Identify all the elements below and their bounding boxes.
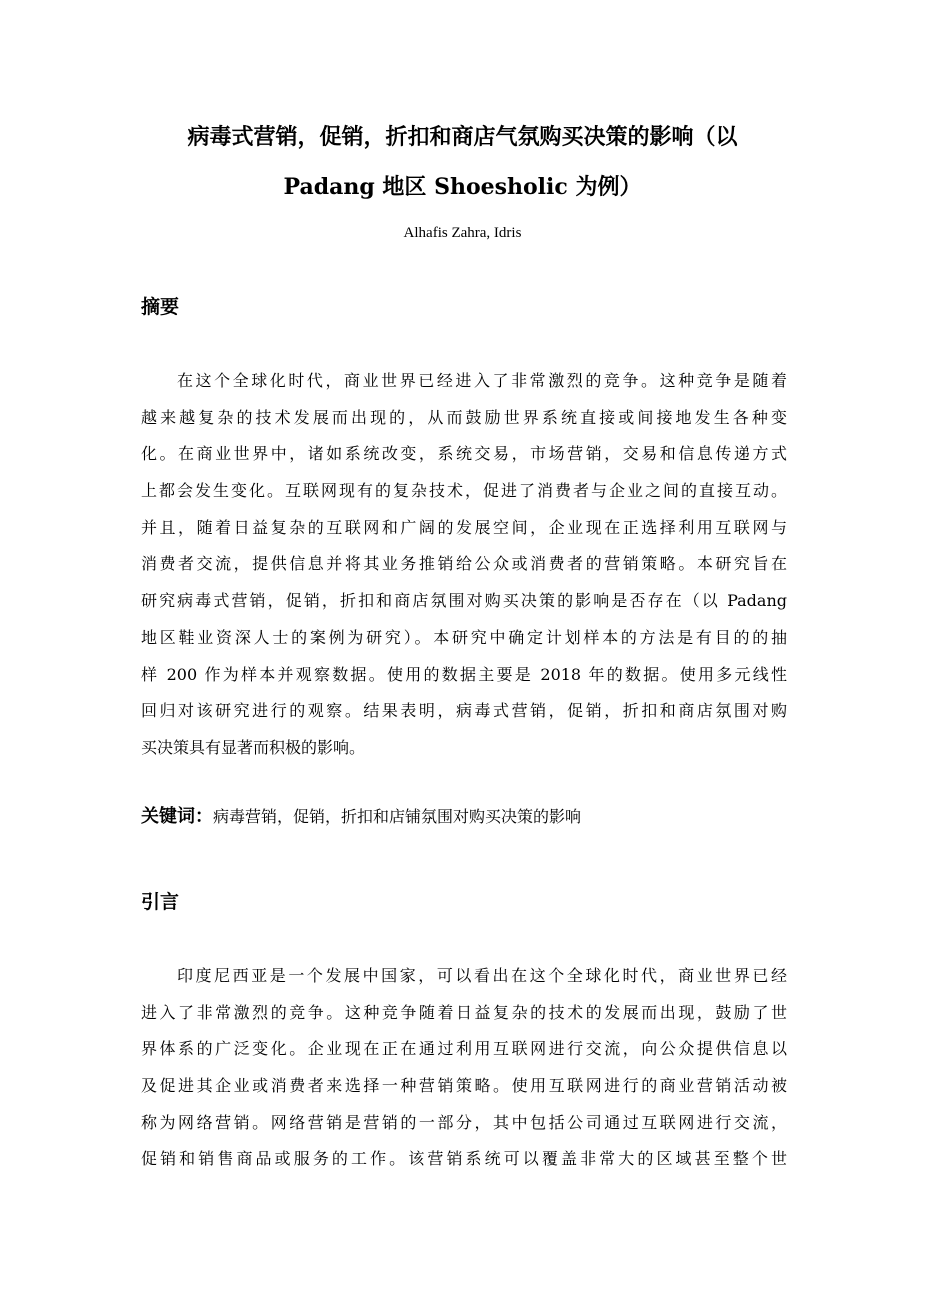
title-line-1: 病毒式营销，促销，折扣和商店气氛购买决策的影响（以 xyxy=(187,124,738,150)
keywords-label: 关键词： xyxy=(141,806,213,827)
keywords-text: 病毒营销，促销，折扣和店铺氛围对购买决策的影响 xyxy=(213,807,582,826)
introduction-line: 界体系的广泛变化。企业现在正在通过利用互联网进行交流，向公众提供信息以 xyxy=(141,1039,787,1059)
abstract-line: 越来越复杂的技术发展而出现的，从而鼓励世界系统直接或间接地发生各种变 xyxy=(141,407,787,427)
abstract-paragraph xyxy=(141,363,787,767)
abstract-line: 消费者交流，提供信息并将其业务推销给公众或消费者的营销策略。本研究旨在 xyxy=(141,554,787,574)
abstract-line: 在这个全球化时代，商业世界已经进入了非常激烈的竞争。这种竞争是随着 xyxy=(177,371,787,390)
keywords xyxy=(141,804,581,831)
abstract-line: 回归对该研究进行的观察。结果表明，病毒式营销，促销，折扣和商店氛围对购 xyxy=(141,701,787,721)
abstract-line: 样 200 作为样本并观察数据。使用的数据主要是 2018 年的数据。使用多元线性 xyxy=(141,664,787,684)
abstract-line: 化。在商业世界中，诸如系统改变，系统交易，市场营销，交易和信息传递方式 xyxy=(141,444,787,464)
paper-title xyxy=(100,112,825,212)
introduction-line: 进入了非常激烈的竞争。这种竞争随着日益复杂的技术的发展而出现，鼓励了世 xyxy=(141,1002,787,1022)
title-line-2: Padang 地区 Shoesholic 为例） xyxy=(283,174,642,200)
introduction-line: 促销和销售商品或服务的工作。该营销系统可以覆盖非常大的区域甚至整个世 xyxy=(141,1149,787,1169)
abstract-line: 买决策具有显著而积极的影响。 xyxy=(141,737,366,757)
abstract-line: 研究病毒式营销，促销，折扣和商店氛围对购买决策的影响是否存在（以 Padang xyxy=(141,591,787,611)
author-list: Alhafis Zahra, Idris xyxy=(403,225,522,241)
introduction-line: 印度尼西亚是一个发展中国家，可以看出在这个全球化时代，商业世界已经 xyxy=(177,966,787,985)
introduction-paragraph xyxy=(141,958,787,1178)
introduction-line: 及促进其企业或消费者来选择一种营销策略。使用互联网进行的商业营销活动被 xyxy=(141,1076,787,1096)
abstract-line: 上都会发生变化。互联网现有的复杂技术，促进了消费者与企业之间的直接互动。 xyxy=(141,481,787,501)
introduction-line: 称为网络营销。网络营销是营销的一部分，其中包括公司通过互联网进行交流， xyxy=(141,1112,787,1132)
abstract-line: 地区鞋业资深人士的案例为研究）。本研究中确定计划样本的方法是有目的的抽 xyxy=(141,627,787,647)
introduction-heading: 引言 xyxy=(141,891,180,913)
abstract-line: 并且，随着日益复杂的互联网和广阔的发展空间，企业现在正选择利用互联网与 xyxy=(141,517,787,537)
abstract-heading: 摘要 xyxy=(141,296,180,318)
